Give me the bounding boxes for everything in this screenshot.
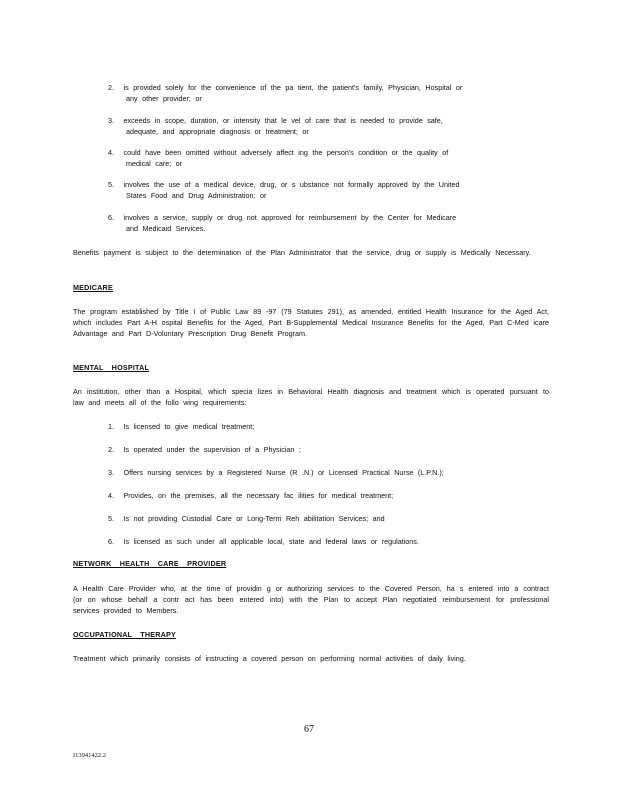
document-id: I13941422.2 <box>73 752 107 759</box>
list-item-text: Is not providing Custodial Care or Long-Term Reh abilitation Services; and <box>123 514 385 523</box>
benefits-paragraph: Benefits payment is subject to the determination of the Plan Administrator that the service, drug or supply is Medically Necessary. <box>73 248 531 257</box>
list-item-text: Is licensed as such under all applicable local, state and federal laws or regulations. <box>123 537 419 546</box>
list-item <box>108 179 549 201</box>
list-item <box>108 115 549 137</box>
list-item-number: 5. <box>108 180 114 189</box>
list-item-text: Offers nursing services by a Registered Nurse (R .N.) or Licensed Practical Nurse (L.P.N.); <box>123 468 444 477</box>
list-item-text: Is operated under the supervision of a Physician ; <box>123 445 301 454</box>
list-item-number: 3. <box>108 116 114 125</box>
list-item-number: 2. <box>108 83 114 92</box>
network-provider-heading: NETWORK HEALTH CARE PROVIDER <box>73 559 227 568</box>
list-item-text-continued: adequate, and appropriate diagnosis or treatment; or <box>126 127 309 136</box>
list-item-text: could have been omitted without adversely affect ing the person's condition or the quality of <box>123 148 449 157</box>
list-item-number: 1. <box>108 422 114 431</box>
list-item-number: 6. <box>108 213 114 222</box>
list-item-text: Provides, on the premises, all the necessary fac ilities for medical treatment; <box>123 491 394 500</box>
list-item <box>108 490 549 501</box>
list-item-text-continued: and Medicaid Services. <box>126 224 206 233</box>
list-item-text-continued: States Food and Drug Administration; or <box>126 191 267 200</box>
list-item <box>108 147 549 169</box>
occupational-therapy-definition: Treatment which primarily consists of instructing a covered person on performing normal activities of daily living. <box>73 654 466 663</box>
list-item-text: Is licensed to give medical treatment; <box>123 422 255 431</box>
list-item <box>108 444 549 455</box>
list-item-number: 2. <box>108 445 114 454</box>
list-item-text: involves a service, supply or drug not approved for reimbursement by the Center for Medicare <box>123 213 457 222</box>
network-provider-definition: A Health Care Provider who, at the time of providin g or authorizing services to the Covered Person, ha s entered into a contract (or on whose behalf a contr act has been entered into) with the Plan to accept Plan negotiated reimbursement for professional services provided to Members. <box>73 584 549 615</box>
list-item-number: 4. <box>108 148 114 157</box>
mental-hospital-definition: An institution, other than a Hospital, which specia lizes in Behavioral Health diagnosis and treatment which is operated pursuant to law and meets all of the follo wing requirements: <box>73 387 549 407</box>
list-item-number: 4. <box>108 491 114 500</box>
page-number: 67 <box>304 724 314 735</box>
list-item <box>108 467 549 478</box>
list-item-text: involves the use of a medical device, drug, or s ubstance not formally approved by the United <box>123 180 460 189</box>
occupational-therapy-heading: OCCUPATIONAL THERAPY <box>73 630 177 639</box>
list-item-text: exceeds in scope, duration, or intensity that le vel of care that is needed to provide safe, <box>123 116 443 125</box>
list-item-text-continued: medical care; or <box>126 159 183 168</box>
medicare-definition: The program established by Title I of Public Law 89 -97 (79 Statutes 291), as amended, entitled Health Insurance for the Aged Act, which includes Part A-H ospital Benefits for the Aged, Part B-Supplemental Medical Insurance Benefits for the Aged, Part C-Med icare Advantage and Part D-Voluntary Prescription Drug Benefit Program. <box>73 307 549 338</box>
list-item <box>108 421 549 432</box>
list-item-number: 3. <box>108 468 114 477</box>
list-item <box>108 513 549 524</box>
list-item-text-continued: any other provider; or <box>126 94 202 103</box>
list-item-text: is provided solely for the convenience of the pa tient, the patient's family, Physician, Hospital or <box>123 83 463 92</box>
mental-hospital-heading: MENTAL HOSPITAL <box>73 363 150 372</box>
list-item-number: 5. <box>108 514 114 523</box>
list-item-number: 6. <box>108 537 114 546</box>
list-item <box>108 212 549 234</box>
list-item <box>108 536 549 547</box>
medicare-heading: MEDICARE <box>73 283 113 292</box>
list-item <box>108 82 549 104</box>
